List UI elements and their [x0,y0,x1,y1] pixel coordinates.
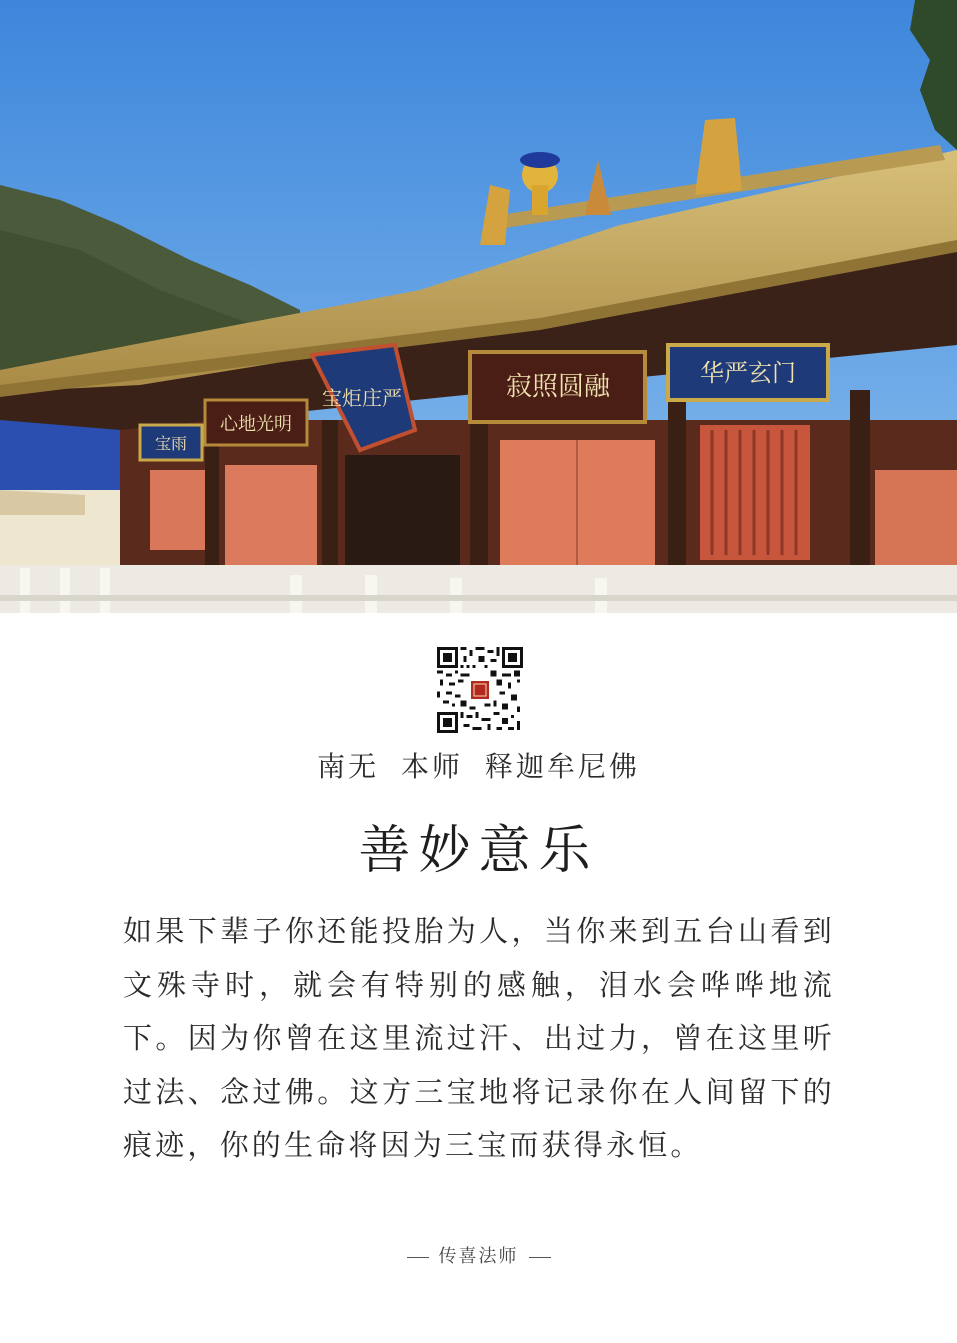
plaque-text-1: 华严玄门 [700,359,796,387]
homage-line: 南无 本师 释迦牟尼佛 [317,750,640,783]
dash-right [529,1257,551,1258]
temple-photo [0,0,957,613]
plaque-text-3: 宝炬庄严 [322,386,402,410]
page-title: 善妙意乐 [358,821,599,881]
qr-code-icon[interactable] [437,647,523,733]
signature [0,1242,957,1268]
plaque-text-5: 宝雨 [154,434,188,453]
signature-name: 传喜法师 [438,1246,519,1267]
dash-left [407,1257,429,1258]
plaque-text-4: 心地光明 [220,414,292,435]
plaque-text-2: 寂照圆融 [505,372,611,402]
body-paragraph: 如果下辈子你还能投胎为人，当你来到五台山看到文殊寺时，就会有特别的感触，泪水会哗哗地流下。因为你曾在这里流过汗、出过力，曾在这里听过法、念过佛。这方三宝地将记录你在人间留下的痕迹，你的生命将因为三宝而获得永恒。 [123,914,835,1163]
